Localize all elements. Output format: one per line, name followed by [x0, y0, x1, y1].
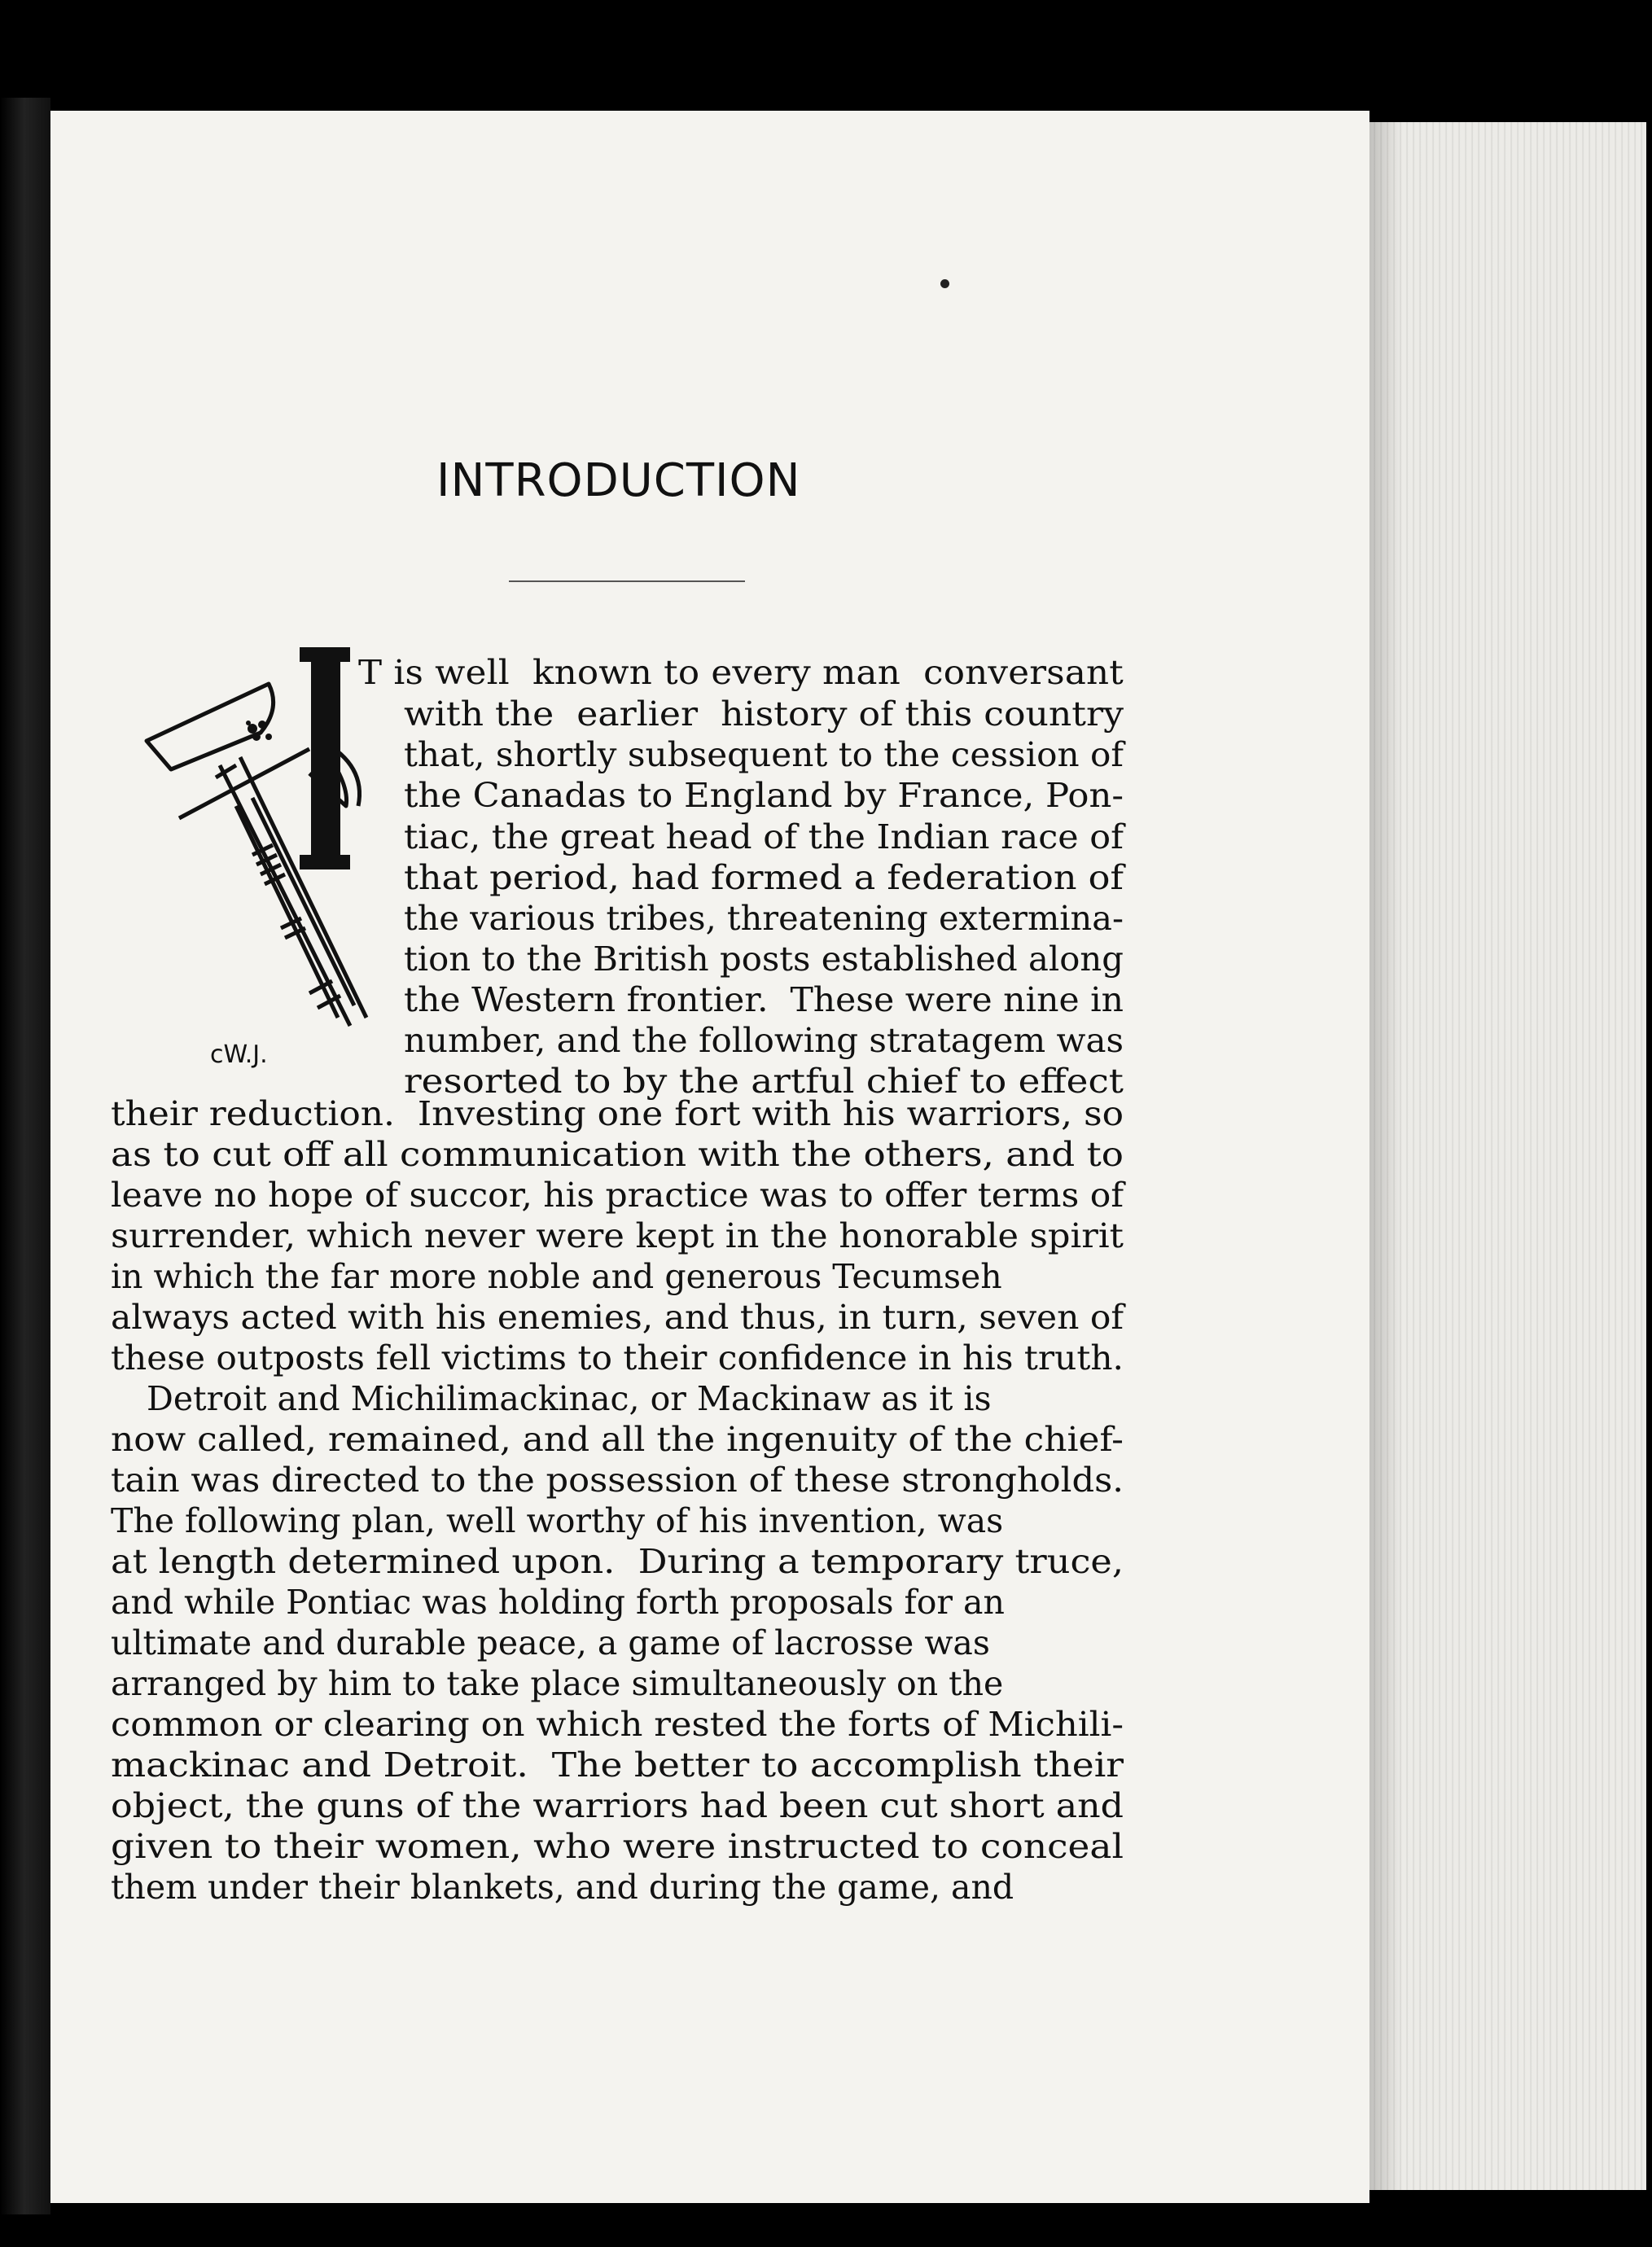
text-line: The following plan, well worthy of his invention, was [111, 1501, 1004, 1540]
text-line: the various tribes, threatening extermina- [404, 899, 1124, 938]
text-line: mackinac and Detroit. The better to accomplish their [111, 1745, 1124, 1785]
page-edge-shadow [1369, 122, 1402, 2190]
text-line: as to cut off all communication with the others, and to [111, 1135, 1124, 1174]
text-line: given to their women, who were instructed to conceal [111, 1827, 1124, 1866]
text-line: that period, had formed a federation of [404, 858, 1124, 897]
text-line: surrender, which never were kept in the honorable spirit [111, 1216, 1124, 1255]
page-edges [1369, 122, 1646, 2190]
book-spine [0, 98, 50, 2214]
text-line: T is well known to every man conversant [358, 653, 1124, 692]
text-line: that, shortly subsequent to the cession of [404, 735, 1124, 774]
text-line: at length determined upon. During a temporary truce, [111, 1542, 1124, 1581]
text-line: now called, remained, and all the ingenuity of the chief- [111, 1420, 1124, 1459]
text-line: always acted with his enemies, and thus, in turn, seven of [111, 1298, 1124, 1337]
text-line: them under their blankets, and during the game, and [111, 1868, 1014, 1907]
page-title: INTRODUCTION [436, 454, 801, 507]
text-line: and while Pontiac was holding forth proposals for an [111, 1583, 1005, 1622]
text-line: these outposts fell victims to their confidence in his truth. [111, 1338, 1124, 1378]
text-line: Detroit and Michilimackinac, or Mackinaw as it is [147, 1379, 992, 1418]
text-line: the Western frontier. These were nine in [404, 980, 1124, 1019]
text-line: tion to the British posts established along [404, 940, 1124, 979]
text-line: ultimate and durable peace, a game of lacrosse was [111, 1623, 990, 1662]
text-line: the Canadas to England by France, Pon- [404, 776, 1124, 815]
text-line: tain was directed to the possession of these strongholds. [111, 1461, 1124, 1500]
text-line: in which the far more noble and generous Tecumseh [111, 1257, 1002, 1296]
dropcap-illustration [114, 635, 383, 1091]
text-line: number, and the following stratagem was [404, 1021, 1124, 1060]
text-line: their reduction. Investing one fort with his warriors, so [111, 1094, 1124, 1133]
title-rule [509, 580, 745, 582]
text-line: object, the guns of the warriors had been cut short and [111, 1786, 1124, 1825]
ink-dot [940, 279, 949, 288]
text-line: with the earlier history of this country [404, 694, 1124, 734]
text-line: tiac, the great head of the Indian race of [404, 817, 1124, 856]
text-line: arranged by him to take place simultaneously on the [111, 1664, 1004, 1703]
text-line: leave no hope of succor, his practice was to offer terms of [111, 1176, 1124, 1215]
illustrator-signature: cW.J. [210, 1040, 268, 1069]
text-line: common or clearing on which rested the forts of Michili- [111, 1705, 1124, 1744]
text-line: resorted to by the artful chief to effect [404, 1062, 1124, 1101]
